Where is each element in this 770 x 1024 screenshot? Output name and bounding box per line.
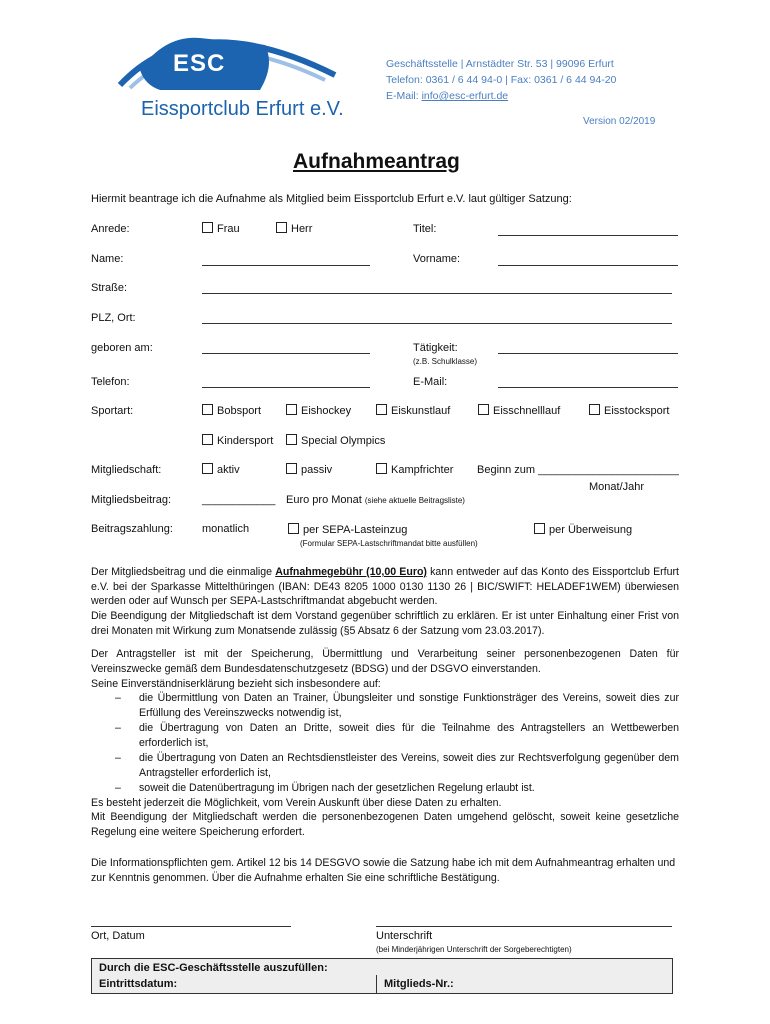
plz-field[interactable] xyxy=(202,323,672,324)
bullet-dash: – xyxy=(115,692,121,704)
header-email-row xyxy=(386,88,616,104)
euro-hint: (siehe aktuelle Beitragsliste) xyxy=(364,496,465,505)
sepa-checkbox[interactable] xyxy=(288,523,407,536)
kampfrichter-label: Kampfrichter xyxy=(391,464,454,476)
mitglieds-nr-label: Mitglieds-Nr.: xyxy=(384,978,454,990)
euro-label xyxy=(286,494,465,506)
bobsport-label: Bobsport xyxy=(217,405,262,417)
strasse-field[interactable] xyxy=(202,293,672,294)
payment-paragraph xyxy=(91,565,679,609)
bullet-dash: – xyxy=(115,722,121,734)
beitrag-field[interactable]: ____________ xyxy=(202,494,276,506)
bullet-4: soweit die Datenübertragung im Übrigen nach der gesetzlichen Regelung erlaubt ist. xyxy=(139,782,535,794)
strasse-label: Straße: xyxy=(91,282,128,294)
termination-paragraph: Die Beendigung der Mitgliedschaft ist dem Vorstand gegenüber schriftlich zu erklären. Er ist unter Einhaltung einer Frist von drei Monaten mit Wirkung zum Monatsende zulässig (§5 Absatz 6 der Satzung vom 23.03.2017). xyxy=(91,610,679,637)
info-paragraph: Es besteht jederzeit die Möglichkeit, vom Verein Auskunft über diese Daten zu erhalten. xyxy=(91,797,502,809)
name-label: Name: xyxy=(91,253,124,265)
eiskunstlauf-checkbox[interactable] xyxy=(376,404,450,417)
privacy-paragraph: Der Antragsteller ist mit der Speicherung, Übermittlung und Verarbeitung seiner personenbezogenen Daten für Vereinszwecke gemäß dem Bundesdatenschutzgesetz (BDSG) und der DSGVO einverstanden. xyxy=(91,648,679,675)
plz-label: PLZ, Ort: xyxy=(91,312,136,324)
eisschnelllauf-checkbox[interactable] xyxy=(478,404,560,417)
frau-label: Frau xyxy=(217,223,240,235)
informationspflichten-paragraph: Die Informationspflichten gem. Artikel 12 bis 14 DESGVO sowie die Satzung habe ich mit dem Aufnahmeantrag erhalten und zur Kenntnis genommen. Über die Aufnahme erhalten Sie eine schriftliche Bestätigung. xyxy=(91,857,676,884)
payment-text-a: Der Mitgliedsbeitrag und die einmalige xyxy=(91,566,276,578)
eisstocksport-checkbox[interactable] xyxy=(589,404,669,417)
ort-datum-label: Ort, Datum xyxy=(91,930,145,942)
telefon-field[interactable] xyxy=(202,387,370,388)
unterschrift-field[interactable] xyxy=(376,926,672,927)
bullet-dash: – xyxy=(115,752,121,764)
frau-checkbox[interactable] xyxy=(202,222,240,235)
beitrag-label: Mitgliedsbeitrag: xyxy=(91,494,172,506)
header-email-link[interactable]: info@esc-erfurt.de xyxy=(421,90,509,102)
herr-checkbox[interactable] xyxy=(276,222,312,235)
sepa-label: per SEPA-Lasteinzug xyxy=(303,524,408,536)
office-divider xyxy=(376,975,377,993)
page-title: Aufnahmeantrag xyxy=(293,150,460,173)
euro-text: Euro pro Monat xyxy=(286,494,362,506)
header-phone: Telefon: 0361 / 6 44 94-0 | Fax: 0361 / 6 44 94-20 xyxy=(386,74,617,86)
kampfrichter-checkbox[interactable] xyxy=(376,463,453,476)
office-heading: Durch die ESC-Geschäftsstelle auszufüllen: xyxy=(99,962,328,974)
ort-datum-field[interactable] xyxy=(91,926,291,927)
geboren-label: geboren am: xyxy=(91,342,153,354)
titel-field[interactable] xyxy=(498,235,678,236)
monatlich-label: monatlich xyxy=(202,523,250,535)
sportart-label: Sportart: xyxy=(91,405,134,417)
logo-abbr: ESC xyxy=(173,50,226,77)
geboren-field[interactable] xyxy=(202,353,370,354)
kindersport-checkbox[interactable] xyxy=(202,434,273,447)
intro-text: Hiermit beantrage ich die Aufnahme als Mitglied beim Eissportclub Erfurt e.V. laut gültiger Satzung: xyxy=(91,193,572,205)
payment-text-b: kann entweder auf das Konto des Eissportclub Erfurt e.V. bei der Sparkasse Mittelthüringen (IBAN: DE43 8205 1000 0130 1130 26 | BIC/SWIFT: HELADEF1WEM) überwiesen werden oder auf Wunsch per SEPA-Lastschriftmandat abgebucht werden. xyxy=(91,566,679,607)
logo xyxy=(85,10,355,125)
anrede-label: Anrede: xyxy=(91,223,130,235)
special-olympics-label: Special Olympics xyxy=(301,435,386,447)
taetigkeit-hint: (z.B. Schulklasse) xyxy=(413,357,478,366)
titel-label: Titel: xyxy=(413,223,437,235)
herr-label: Herr xyxy=(291,223,313,235)
sepa-hint: (Formular SEPA-Lastschriftmandat bitte ausfüllen) xyxy=(300,539,478,548)
unterschrift-hint: (bei Minderjährigen Unterschrift der Sorgeberechtigten) xyxy=(376,945,572,954)
name-field[interactable] xyxy=(202,265,370,266)
deletion-paragraph: Mit Beendigung der Mitgliedschaft werden die personenbezogenen Daten umgehend gelöscht, soweit keine gesetzliche Regelung eine weitere Speicherung erfordert. xyxy=(91,811,679,838)
telefon-label: Telefon: xyxy=(91,376,130,388)
ueberweisung-checkbox[interactable] xyxy=(534,523,632,536)
taetigkeit-field[interactable] xyxy=(498,353,678,354)
bobsport-checkbox[interactable] xyxy=(202,404,261,417)
eishockey-checkbox[interactable] xyxy=(286,404,351,417)
office-box xyxy=(91,958,673,994)
aktiv-checkbox[interactable] xyxy=(202,463,240,476)
header-email-label: E-Mail: xyxy=(386,90,419,102)
eiskunstlauf-label: Eiskunstlauf xyxy=(391,405,451,417)
header-address-block xyxy=(386,56,616,104)
passiv-checkbox[interactable] xyxy=(286,463,332,476)
email-field[interactable] xyxy=(498,387,678,388)
bullet-3: die Übertragung von Daten an Rechtsdienstleister des Vereins, soweit dies zur Rechtsverfolgung gegenüber dem Antragsteller erforderlich ist, xyxy=(139,752,679,779)
consent-intro: Seine Einverständniserklärung bezieht sich insbesondere auf: xyxy=(91,678,381,690)
vorname-label: Vorname: xyxy=(413,253,461,265)
bullet-2: die Übertragung von Daten an Dritte, soweit dies für die Teilnahme des Antragstellers an Wettbewerben erforderlich ist, xyxy=(139,722,679,749)
zahlung-label: Beitragszahlung: xyxy=(91,523,173,535)
special-olympics-checkbox[interactable] xyxy=(286,434,385,447)
mitgliedschaft-label: Mitgliedschaft: xyxy=(91,464,162,476)
bullet-dash: – xyxy=(115,782,121,794)
eisstocksport-label: Eisstocksport xyxy=(604,405,670,417)
vorname-field[interactable] xyxy=(498,265,678,266)
unterschrift-label: Unterschrift xyxy=(376,930,433,942)
eishockey-label: Eishockey xyxy=(301,405,352,417)
passiv-label: passiv xyxy=(301,464,333,476)
monat-jahr-label: Monat/Jahr xyxy=(589,481,645,493)
version: Version 02/2019 xyxy=(583,116,656,127)
header-address: Geschäftsstelle | Arnstädter Str. 53 | 99096 Erfurt xyxy=(386,58,614,70)
eisschnelllauf-label: Eisschnelllauf xyxy=(493,405,561,417)
kindersport-label: Kindersport xyxy=(217,435,274,447)
taetigkeit-label: Tätigkeit: xyxy=(413,342,458,354)
beginn-field[interactable]: Beginn zum _______________________ xyxy=(477,464,679,476)
ueberweisung-label: per Überweisung xyxy=(549,524,633,536)
eintritt-label: Eintrittsdatum: xyxy=(99,978,178,990)
aktiv-label: aktiv xyxy=(217,464,240,476)
fee-text: Aufnahmegebühr (10,00 Euro) xyxy=(275,566,427,578)
email-label: E-Mail: xyxy=(413,376,448,388)
bullet-1: die Übermittlung von Daten an Trainer, Übungsleiter und sonstige Funktionsträger des Vereins, soweit dies zur Erfüllung des Vereinszwecks notwendig ist, xyxy=(139,692,679,719)
logo-name: Eissportclub Erfurt e.V. xyxy=(141,98,344,120)
